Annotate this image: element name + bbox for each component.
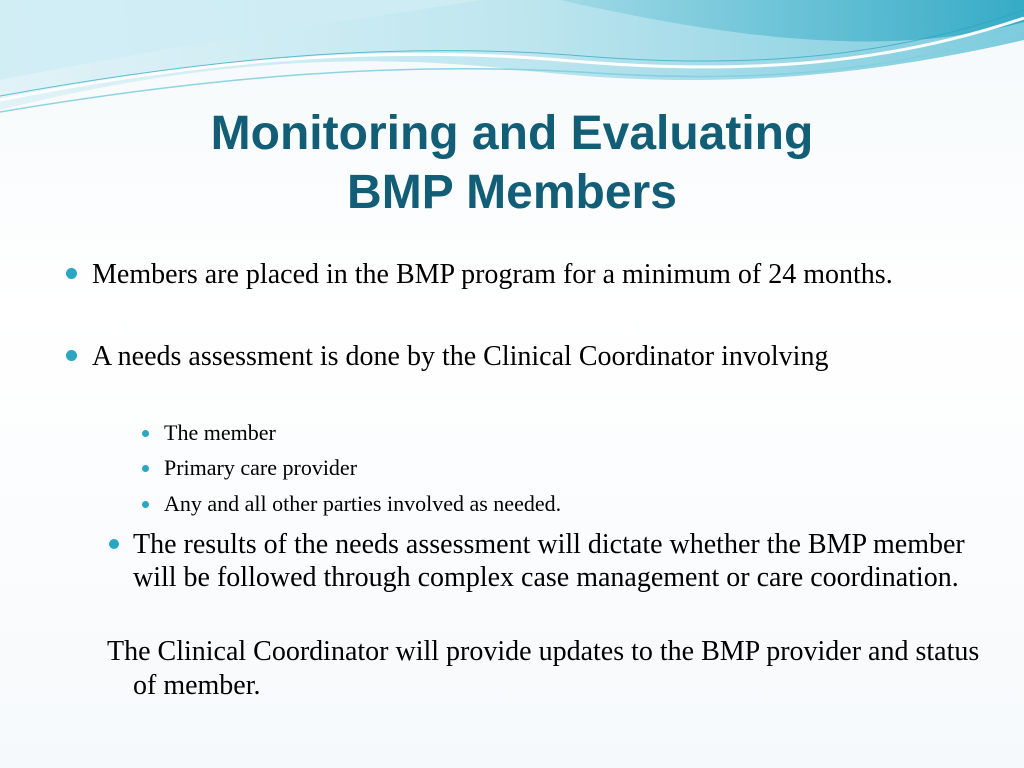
sub-bullet-item-1-text: The member: [164, 420, 276, 445]
bullet-dot-icon: [142, 430, 149, 437]
bullet-dot-icon: [66, 350, 77, 361]
sub-bullet-item-2-text: Primary care provider: [164, 455, 358, 480]
title-line-2: BMP Members: [347, 166, 677, 219]
bullet-item-1-text: Members are placed in the BMP program for a minimum of 24 months.: [92, 259, 893, 290]
sub-bullet-item-3-text: Any and all other parties involved as needed.: [164, 491, 562, 516]
bullet-dot-icon: [109, 539, 119, 549]
slide-title: [60, 104, 964, 222]
bullet-item-2-text: A needs assessment is done by the Clinical Coordinator involving: [92, 341, 829, 372]
bullet-dot-icon: [66, 268, 77, 279]
closing-paragraph: The Clinical Coordinator will provide updates to the BMP provider and status of member.: [107, 636, 980, 701]
bullet-item-2: [92, 339, 972, 375]
bullet-item-1: [92, 257, 972, 293]
bullet-dot-icon: [142, 501, 149, 508]
bullet-dot-icon: [142, 465, 149, 472]
sub-bullet-item-3: [164, 489, 964, 519]
sub-bullet-item-2: [164, 453, 964, 483]
title-line-1: Monitoring and Evaluating: [210, 107, 814, 160]
sub-bullet-item-1: [164, 418, 964, 448]
bullet-item-3-text: The results of the needs assessment will dictate whether the BMP member will be followed through complex case management or care coordination.: [133, 529, 965, 593]
bullet-item-3: [133, 528, 973, 594]
